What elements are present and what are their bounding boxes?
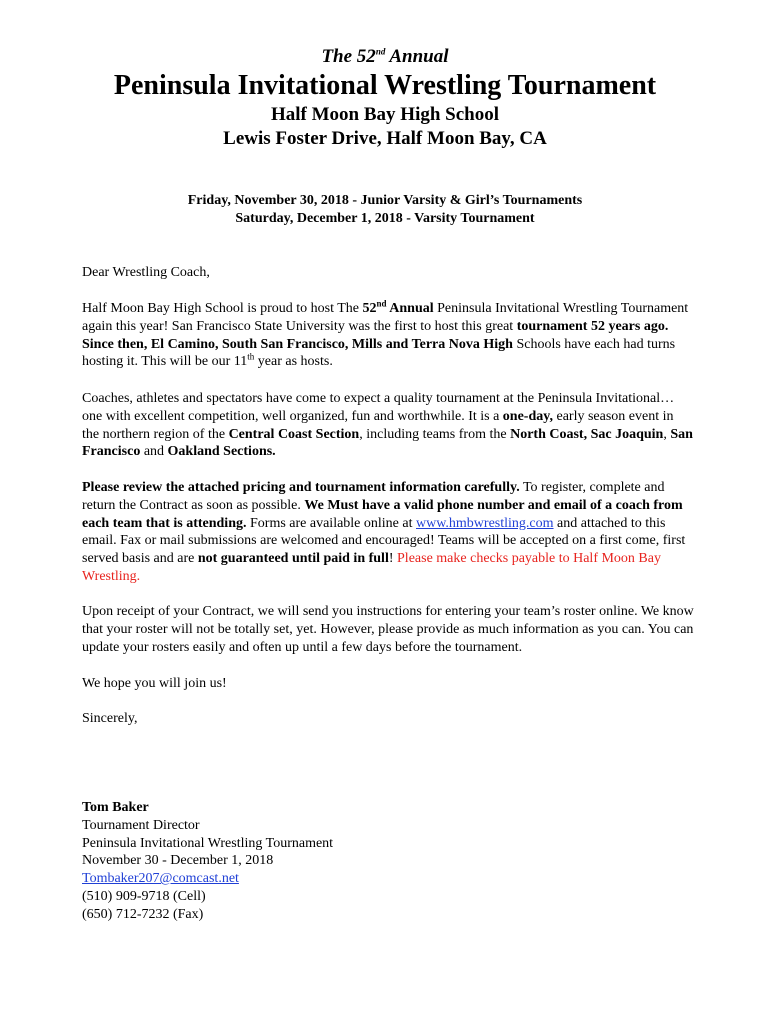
p5-text: We hope you will join us! <box>82 676 227 691</box>
p2-b: one-day, <box>502 408 553 424</box>
p1-d: tournament 52 years ago. Since then, El Camino, South San Francisco, Mills and Terra Nova High <box>82 318 669 352</box>
signature-block <box>82 799 694 924</box>
p2-e: , including teams from the <box>359 426 511 442</box>
signature-name: Tom Baker <box>82 800 149 815</box>
school-address: Lewis Foster Drive, Half Moon Bay, CA <box>223 128 547 149</box>
signature-fax: (650) 712-7232 (Fax) <box>82 906 204 922</box>
paragraph-registration <box>82 479 694 586</box>
p2-a: Coaches, athletes and spectators have come to expect a quality tournament at the Peninsula Invitational… one with excellent competition, well organized, fun and worthwhile. It is a <box>82 391 675 424</box>
date-line-friday: Friday, November 30, 2018 - Junior Varsity & Girl’s Tournaments <box>187 193 583 208</box>
annual-suffix: Annual <box>385 46 449 67</box>
p3-red-notice: Please make checks payable to Half Moon Bay Wrestling. <box>82 551 661 584</box>
p2-c: early season event in the northern region of the <box>82 408 674 442</box>
p2-h: San Francisco <box>82 426 693 460</box>
page-title: Peninsula Invitational Wrestling Tournament <box>113 70 657 101</box>
p1-f: year as hosts. <box>254 354 333 370</box>
p2-j: Oakland Sections. <box>167 444 276 460</box>
p1-e: Schools have each had turns hosting it. This will be our 11 <box>82 336 676 370</box>
p1-b-num: 52 <box>362 301 377 316</box>
email-link[interactable]: Tombaker207@comcast.net <box>82 871 239 887</box>
closing-text: Sincerely, <box>82 711 138 726</box>
signature-dates: November 30 - December 1, 2018 <box>82 853 274 869</box>
paragraph-intro <box>82 300 694 371</box>
p3-d: Forms are available online at <box>246 515 416 531</box>
paragraph-quality <box>82 390 694 461</box>
salutation-text: Dear Wrestling Coach, <box>82 265 210 280</box>
signature-title: Tournament Director <box>82 817 200 833</box>
p1-b-word: Annual <box>386 301 434 316</box>
p3-c: We Must have a valid phone number and email of a coach from each team that is attending. <box>82 497 683 531</box>
p2-i: and <box>140 444 168 460</box>
p3-a: Please review the attached pricing and tournament information carefully. <box>82 480 520 495</box>
annual-heading <box>0 46 770 68</box>
website-link[interactable]: www.hmbwrestling.com <box>416 515 554 531</box>
p1-c: Peninsula Invitational Wrestling Tournament again this year! San Francisco State University was the first to host this great <box>82 301 689 334</box>
annual-prefix: The 52 <box>321 46 376 67</box>
paragraph-roster <box>82 603 694 656</box>
p1-a: Half Moon Bay High School is proud to host The <box>82 301 363 316</box>
p2-g: , <box>663 426 671 442</box>
school-name: Half Moon Bay High School <box>270 104 500 125</box>
date-line-saturday: Saturday, December 1, 2018 - Varsity Tournament <box>235 211 535 226</box>
p3-b: To register, complete and return the Contract as soon as possible. <box>82 480 665 513</box>
closing <box>82 710 694 728</box>
p4-text: Upon receipt of your Contract, we will send you instructions for entering your team’s roster online. We know that your roster will not be totally set, yet. However, please provide as much information as you can. You can update your rosters easily and often up until a few days before the tournament. <box>82 604 694 655</box>
salutation <box>82 264 694 282</box>
p1-e-sup: th <box>247 351 255 362</box>
p3-g: ! <box>388 551 398 567</box>
p1-b-sup: nd <box>376 298 387 309</box>
p2-f: North Coast, Sac Joaquin <box>510 426 664 442</box>
paragraph-join <box>82 675 694 693</box>
signature-event: Peninsula Invitational Wrestling Tournament <box>82 835 334 851</box>
annual-sup: nd <box>375 46 386 57</box>
p2-d: Central Coast Section <box>228 426 360 442</box>
signature-cell: (510) 909-9718 (Cell) <box>82 888 206 904</box>
p3-f: not guaranteed until paid in full <box>197 551 389 567</box>
p3-e: and attached to this email. Fax or mail submissions are welcomed and encouraged! Teams will be accepted on a first come, first served basis and are <box>82 515 686 567</box>
